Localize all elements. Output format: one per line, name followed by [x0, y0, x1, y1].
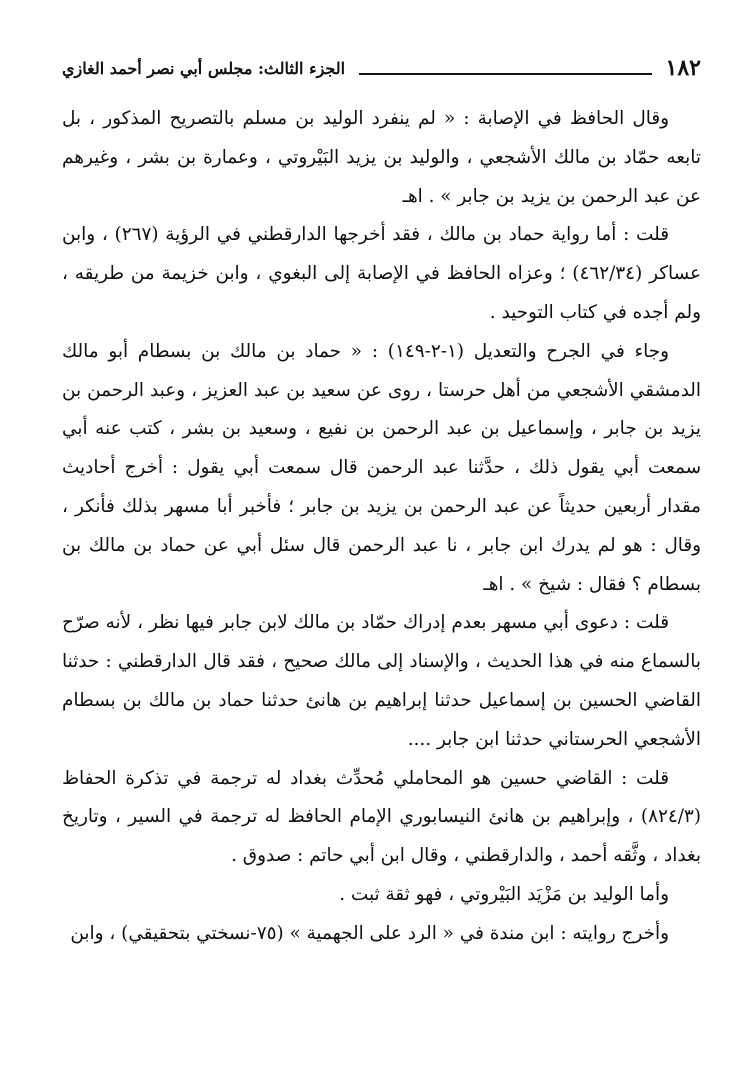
header-rule: [359, 73, 651, 75]
paragraph-hammad-riwaya: قلت : أما رواية حماد بن مالك ، فقد أخرجها الدارقطني في الرؤية (٢٦٧) ، وابن عساكر (٤٦٢/٣٤) ؛ وعزاه الحافظ في الإصابة إلى البغوي ، وابن خزيمة من طريقه ، ولم أجده في كتاب التوحيد .: [62, 224, 701, 323]
running-title: الجزء الثالث: مجلس أبي نصر أحمد الغازي: [62, 58, 346, 78]
paragraph-isaba-quote: وقال الحافظ في الإصابة : « لم ينفرد الوليد بن مسلم بالتصريح المذكور ، بل تابعه حمّاد بن مالك الأشجعي ، والوليد بن يزيد البَيْروتي ، وعمارة بن بشر ، وغيرهم عن عبد الرحمن بن يزيد بن جابر » . اهـ: [62, 108, 701, 207]
page-header: [62, 52, 701, 84]
paragraph-ibn-manda: وأخرج روايته : ابن مندة في « الرد على الجهمية » (٧٥-نسختي بتحقيقي) ، وابن: [70, 922, 669, 944]
page-number: ١٨٢: [665, 55, 701, 81]
paragraph-abu-mushir-claim: قلت : دعوى أبي مسهر بعدم إدراك حمّاد بن مالك لابن جابر فيها نظر ، لأنه صرّح بالسماع منه في هذا الحديث ، والإسناد إلى مالك صحيح ، فقد قال الدارقطني : حدثنا القاضي الحسين بن إسماعيل حدثنا إبراهيم بن هانئ حدثنا حماد بن مالك بن بسطام الأشجعي الحرستاني حدثنا ابن جابر ....: [62, 612, 701, 750]
paragraph-qadi-husayn: قلت : القاضي حسين هو المحاملي مُحدِّث بغداد له ترجمة في تذكرة الحفاظ (٨٢٤/٣) ، وإبراهيم بن هانئ النيسابوري الإمام الحافظ له ترجمة في السير ، وتاريخ بغداد ، وثَّقه أحمد ، والدارقطني ، وقال ابن أبي حاتم : صدوق .: [62, 767, 701, 867]
paragraph-jarh-tadil: وجاء في الجرح والتعديل (١-٢-١٤٩) : « حماد بن مالك بن بسطام أبو مالك الدمشقي الأشجعي من أهل حرستا ، روى عن سعيد بن عبد العزيز ، وعبد الرحمن بن يزيد بن جابر ، وإسماعيل بن عبد الرحمن بن نفيع ، وسعيد بن بشر ، كتب عنه أبي سمعت أبي يقول ذلك ، حدَّثنا عبد الرحمن قال سمعت أبي يقول : أخرج أحاديث مقدار أربعين حديثاً عن عبد الرحمن بن يزيد بن جابر ؛ فأخبر أبا مسهر بذلك فأنكر ، وقال : هو لم يدرك ابن جابر ، نا عبد الرحمن قال سئل أبي عن حماد بن مالك بن بسطام ؟ فقال : شيخ » . اهـ: [62, 340, 701, 595]
paragraph-walid-mazyad: وأما الوليد بن مَزْيَد البَيْروتي ، فهو ثقة ثبت .: [339, 883, 669, 905]
body-text: [62, 100, 701, 954]
